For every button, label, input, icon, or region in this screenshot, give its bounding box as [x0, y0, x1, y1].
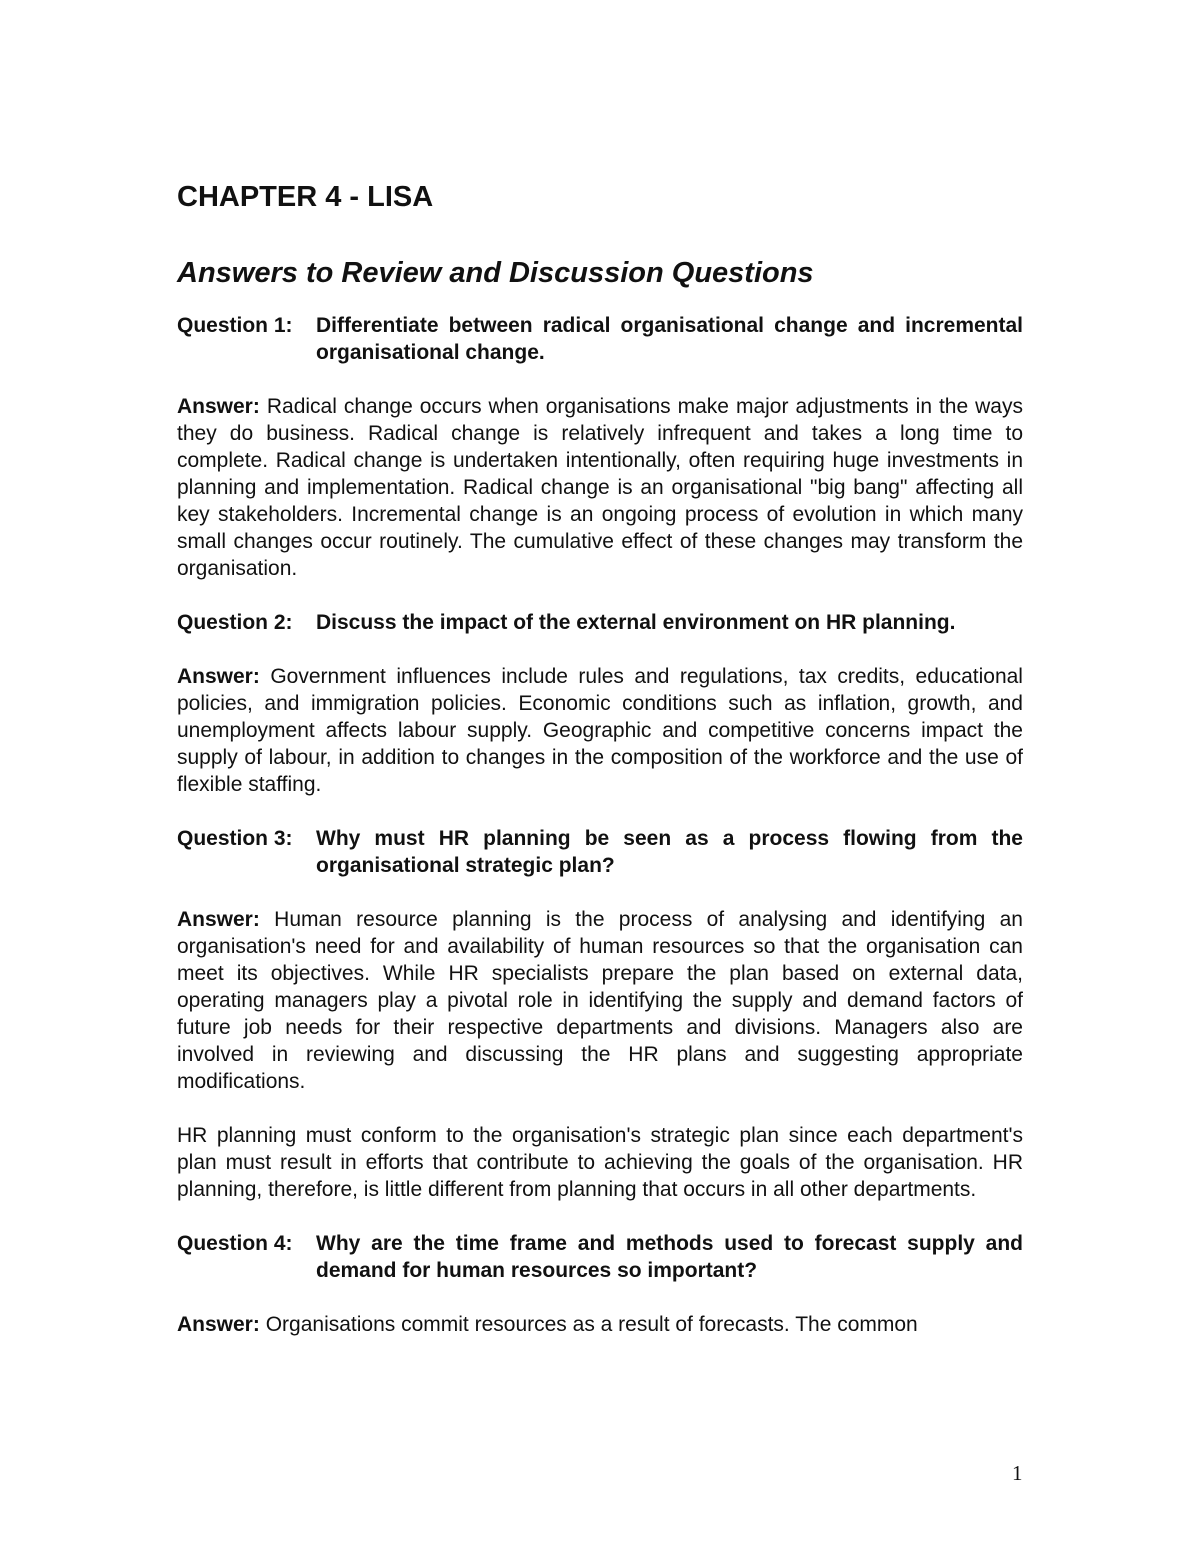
answer-1-paragraph-1	[177, 393, 1023, 582]
answer-text: Radical change occurs when organisations make major adjustments in the ways they do business. Radical change is relatively infrequent and takes a long time to complete. Radical change is undertaken intentionally, often requiring huge investments in planning and implementation. Radical change is an organisational "big bang" affecting all key stakeholders. Incremental change is an ongoing process of evolution in which many small changes occur routinely. The cumulative effect of these changes may transform the organisation.	[177, 395, 1023, 580]
answer-text: Organisations commit resources as a result of forecasts. The common	[265, 1313, 918, 1336]
answer-label: Answer:	[177, 665, 260, 688]
page-content	[177, 176, 1023, 1365]
question-label: Question 3:	[177, 827, 293, 850]
answer-4-paragraph-1	[177, 1311, 1023, 1338]
answer-3-paragraph-1	[177, 906, 1023, 1095]
question-label: Question 1:	[177, 314, 293, 337]
answer-3-paragraph-2: HR planning must conform to the organisation's strategic plan since each department's plan must result in efforts that contribute to achieving the goals of the organisation. HR planning, therefore, is little different from planning that occurs in all other departments.	[177, 1124, 1023, 1201]
section-title: Answers to Review and Discussion Questions	[177, 257, 814, 289]
chapter-title: CHAPTER 4 - LISA	[177, 181, 434, 213]
answer-label: Answer:	[177, 1313, 260, 1336]
question-4	[177, 1230, 1023, 1284]
answer-label: Answer:	[177, 395, 260, 418]
answer-text: Human resource planning is the process of analysing and identifying an organisation's need for and availability of human resources so that the organisation can meet its objectives. While HR specialists prepare the plan based on external data, operating managers play a pivotal role in identifying the supply and demand factors of future job needs for their respective departments and divisions. Managers also are involved in reviewing and discussing the HR plans and suggesting appropriate modifications.	[177, 908, 1023, 1093]
answer-text: Government influences include rules and regulations, tax credits, educational policies, and immigration policies. Economic conditions such as inflation, growth, and unemployment affects labour supply. Geographic and competitive concerns impact the supply of labour, in addition to changes in the composition of the workforce and the use of flexible staffing.	[177, 665, 1023, 796]
answer-label: Answer:	[177, 908, 260, 931]
question-1	[177, 312, 1023, 366]
question-text: Why must HR planning be seen as a process flowing from the organisational strategic plan?	[316, 827, 1023, 877]
answer-2-paragraph-1	[177, 663, 1023, 798]
question-2	[177, 609, 1023, 636]
question-text: Differentiate between radical organisational change and incremental organisational change.	[316, 314, 1023, 364]
question-text: Discuss the impact of the external environment on HR planning.	[316, 611, 956, 634]
question-3	[177, 825, 1023, 879]
question-text: Why are the time frame and methods used to forecast supply and demand for human resources so important?	[316, 1232, 1023, 1282]
question-label: Question 4:	[177, 1232, 293, 1255]
question-label: Question 2:	[177, 611, 293, 634]
page-number: 1	[1012, 1461, 1023, 1485]
